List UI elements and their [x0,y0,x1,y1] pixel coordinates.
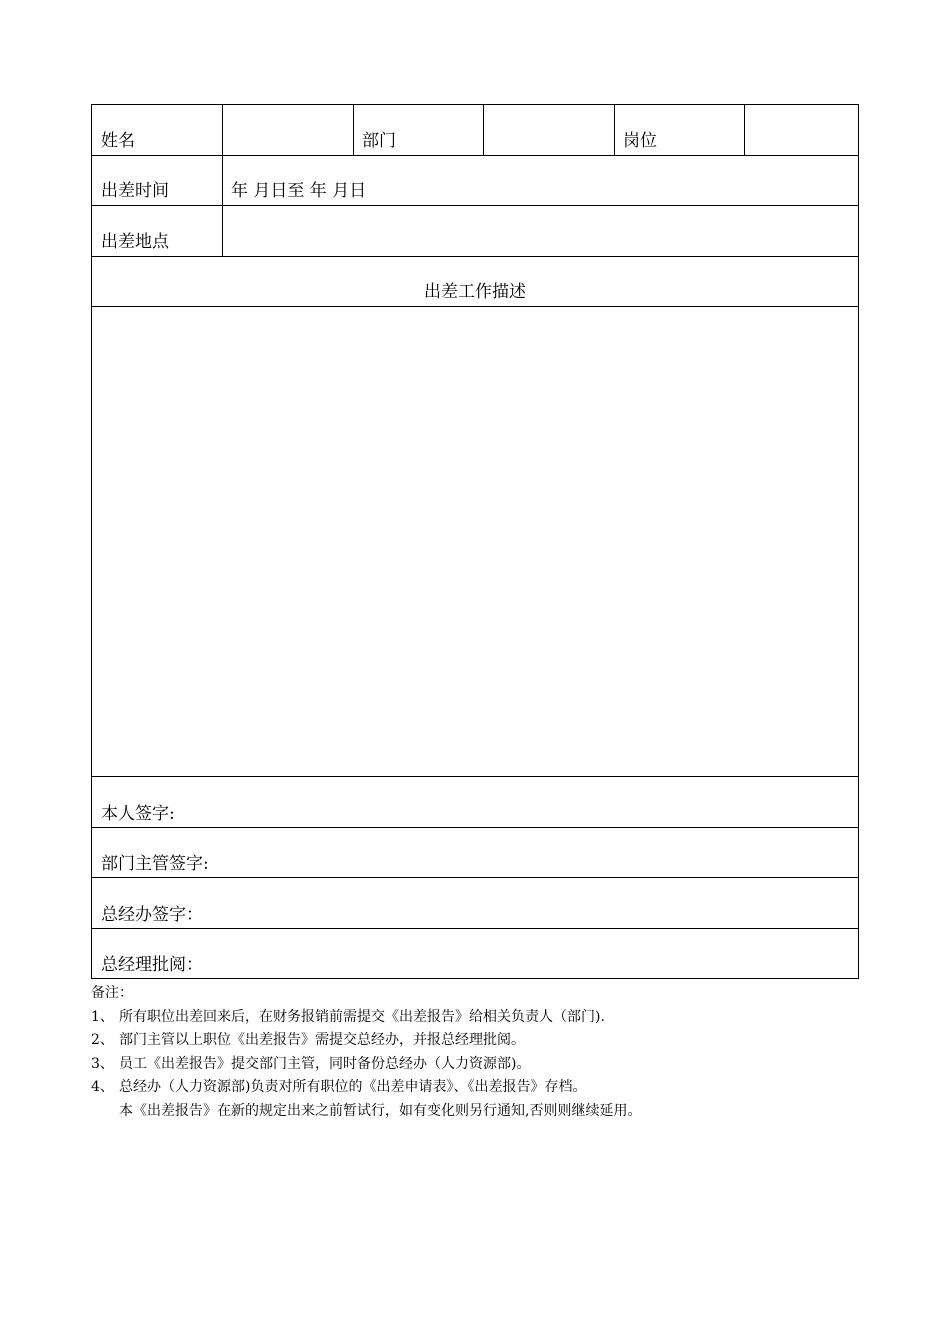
column-divider [744,105,745,155]
trip-place-label: 出差地点 [101,232,169,252]
column-divider [483,105,484,155]
dept-manager-signature-label: 部门主管签字: [101,854,209,874]
row-divider [92,827,858,828]
note-number: 1、 [91,1008,114,1025]
note-number: 4、 [91,1079,114,1095]
row-divider [92,928,858,929]
column-divider [222,105,223,155]
name-label: 姓名 [101,131,135,151]
row-divider [92,877,858,878]
row-divider [92,776,858,777]
column-divider [353,105,354,155]
row-divider [92,205,858,206]
trip-time-label: 出差时间 [101,181,169,201]
position-label: 岗位 [623,131,657,151]
notes-footer: 本《出差报告》在新的规定出来之前暂试行，如有变化则另行通知,否则则继续延用。 [119,1102,642,1119]
note-item [91,1029,871,1053]
row-divider [92,306,858,307]
self-signature-label: 本人签字: [101,804,175,824]
note-text: 所有职位出差回来后，在财务报销前需提交《出差报告》给相关负责人（部门). [119,1008,605,1025]
note-item [91,1006,871,1030]
note-number: 2、 [91,1032,114,1048]
note-text: 总经办（人力资源部)负责对所有职位的《出差申请表》、《出差报告》存档。 [119,1079,587,1095]
gm-review-label: 总经理批阅： [101,955,203,975]
notes-section [91,982,871,1123]
trip-time-field[interactable]: 年 月日至 年 月日 [231,181,367,201]
note-item [91,1076,871,1100]
column-divider [614,105,615,155]
row-divider [92,256,858,257]
department-label: 部门 [362,131,396,151]
row-divider [92,155,858,156]
gm-office-signature-label: 总经办签字： [101,905,203,925]
note-text: 员工《出差报告》提交部门主管，同时备份总经办（人力资源部)。 [119,1055,531,1072]
work-description-header: 出差工作描述 [424,282,526,302]
note-number: 3、 [91,1055,114,1072]
notes-title: 备注： [91,985,133,1001]
column-divider [222,155,223,256]
work-description-field[interactable] [101,315,849,765]
travel-report-form [91,104,859,979]
note-text: 部门主管以上职位《出差报告》需提交总经办，并报总经理批阅。 [119,1032,525,1048]
note-item [91,1053,871,1077]
